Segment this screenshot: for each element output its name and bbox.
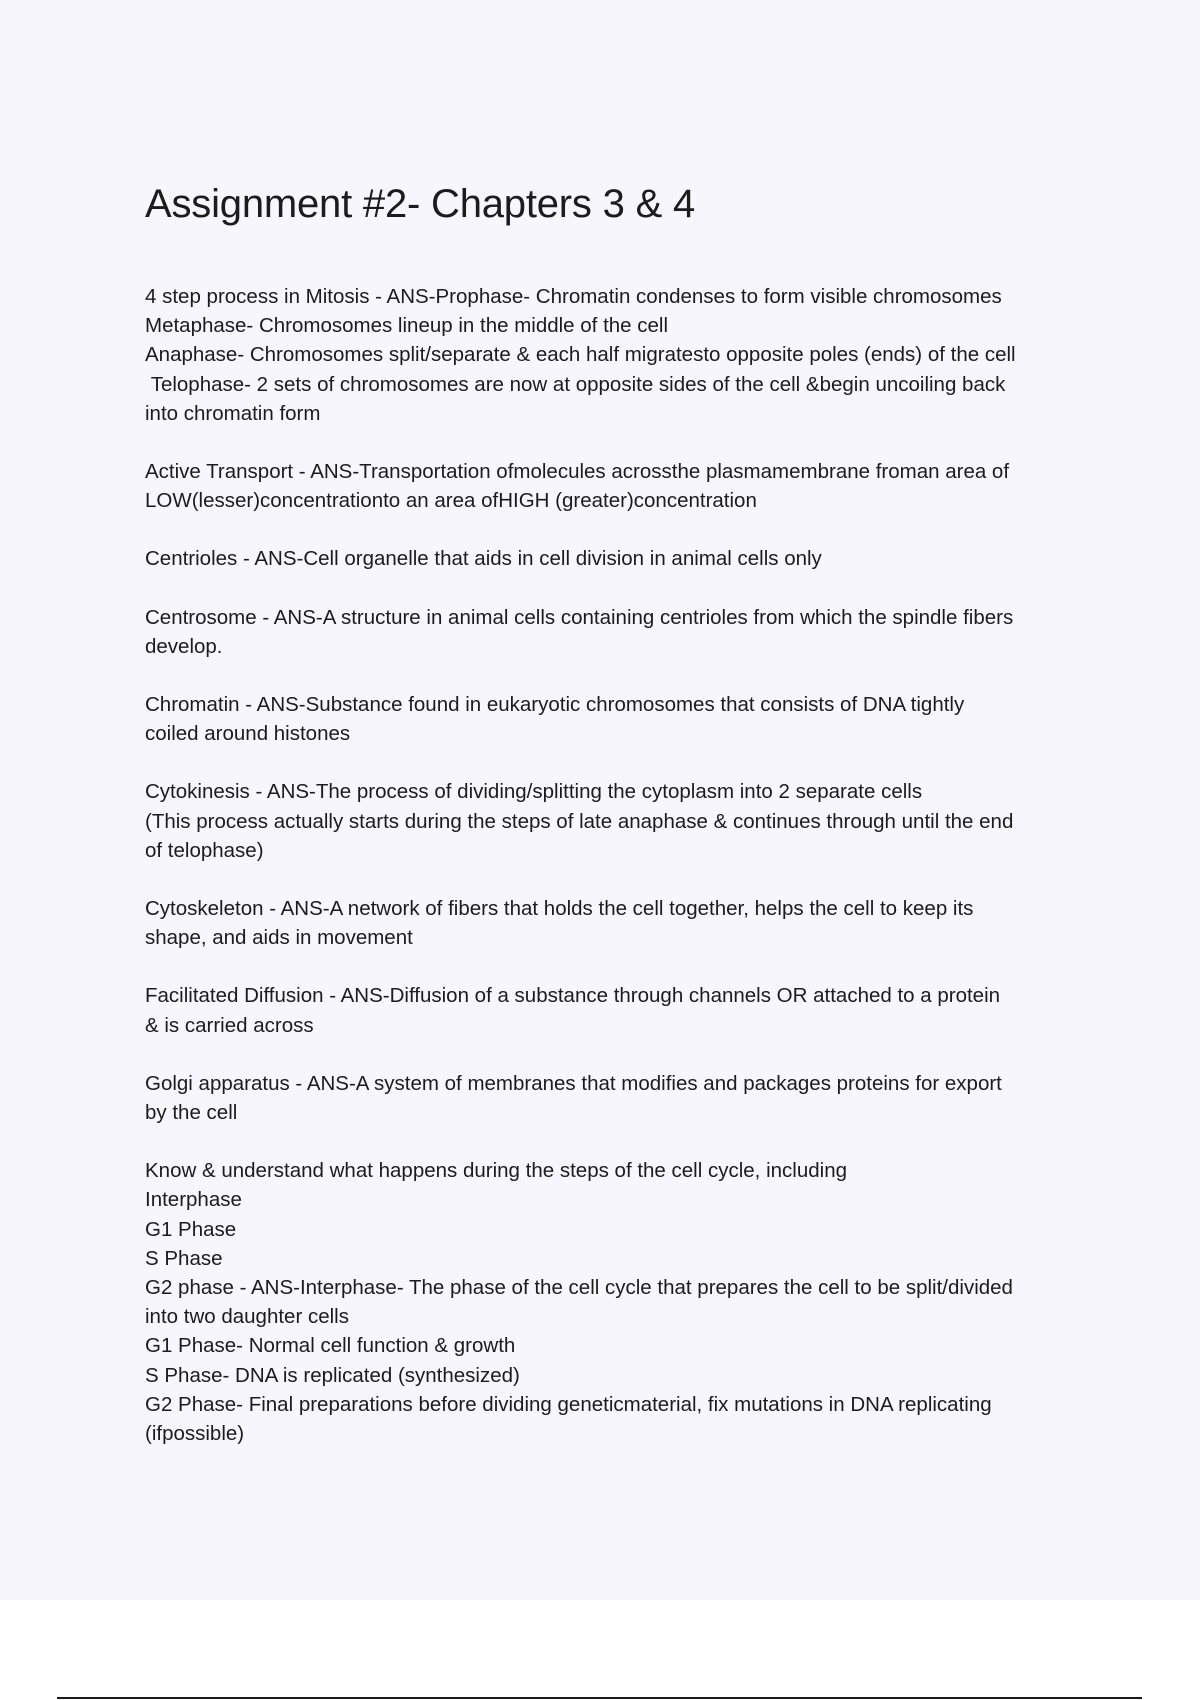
definition-entry [145, 1069, 1105, 1127]
entry-line: Facilitated Diffusion - ANS-Diffusion of a substance through channels OR attached to a protein [145, 984, 1001, 1008]
entry-line: by the cell [145, 1101, 238, 1125]
entry-line: Telophase- 2 sets of chromosomes are now at opposite sides of the cell &begin uncoiling back [145, 372, 1006, 396]
entry-line: (This process actually starts during the steps of late anaphase & continues through until the end [145, 809, 1014, 833]
definition-entry [145, 282, 1105, 428]
entry-line: shape, and aids in movement [145, 926, 413, 950]
entry-line: G1 Phase [145, 1217, 237, 1241]
document-body [145, 178, 1105, 1477]
entry-line: G2 phase - ANS-Interphase- The phase of the cell cycle that prepares the cell to be split/divided [145, 1276, 1013, 1300]
entry-list [145, 282, 1105, 1448]
entry-line: (ifpossible) [145, 1422, 245, 1446]
definition-entry [145, 690, 1105, 748]
entry-line: LOW(lesser)concentrationto an area ofHIGH (greater)concentration [145, 489, 757, 513]
entry-line: develop. [145, 634, 223, 658]
entry-line: S Phase [145, 1246, 223, 1270]
definition-entry [145, 1156, 1105, 1448]
definition-entry [145, 544, 1105, 573]
entry-line: Know & understand what happens during the steps of the cell cycle, including [145, 1159, 847, 1183]
entry-line: coiled around histones [145, 722, 351, 746]
page-title: Assignment #2- Chapters 3 & 4 [145, 182, 696, 226]
entry-line: into chromatin form [145, 401, 321, 425]
entry-line: & is carried across [145, 1013, 314, 1037]
entry-line: Anaphase- Chromosomes split/separate & each half migratesto opposite poles (ends) of the cell [145, 343, 1016, 367]
entry-line: Centrioles - ANS-Cell organelle that aids in cell division in animal cells only [145, 547, 822, 571]
entry-line: Metaphase- Chromosomes lineup in the middle of the cell [145, 314, 669, 338]
definition-entry [145, 457, 1105, 515]
entry-line: S Phase- DNA is replicated (synthesized) [145, 1363, 520, 1387]
entry-line: G2 Phase- Final preparations before dividing geneticmaterial, fix mutations in DNA replicating [145, 1392, 992, 1416]
entry-line: Golgi apparatus - ANS-A system of membranes that modifies and packages proteins for export [145, 1071, 1002, 1095]
entry-line: Cytokinesis - ANS-The process of dividing/splitting the cytoplasm into 2 separate cells [145, 780, 923, 804]
entry-line: 4 step process in Mitosis - ANS-Prophase- Chromatin condenses to form visible chromosomes [145, 285, 1002, 308]
entry-line: of telophase) [145, 838, 264, 862]
definition-entry [145, 981, 1105, 1039]
definition-entry [145, 777, 1105, 865]
entry-line: Chromatin - ANS-Substance found in eukaryotic chromosomes that consists of DNA tightly [145, 693, 965, 717]
entry-line: Active Transport - ANS-Transportation ofmolecules acrossthe plasmamembrane froman area of [145, 460, 1010, 484]
definition-entry [145, 894, 1105, 952]
footer-divider [57, 1697, 1142, 1699]
entry-line: Cytoskeleton - ANS-A network of fibers that holds the cell together, helps the cell to keep its [145, 897, 974, 921]
entry-line: G1 Phase- Normal cell function & growth [145, 1334, 516, 1358]
entry-line: into two daughter cells [145, 1305, 349, 1329]
entry-line: Interphase [145, 1188, 242, 1212]
entry-line: Centrosome - ANS-A structure in animal cells containing centrioles from which the spindle fibers [145, 605, 1014, 629]
definition-entry [145, 603, 1105, 661]
